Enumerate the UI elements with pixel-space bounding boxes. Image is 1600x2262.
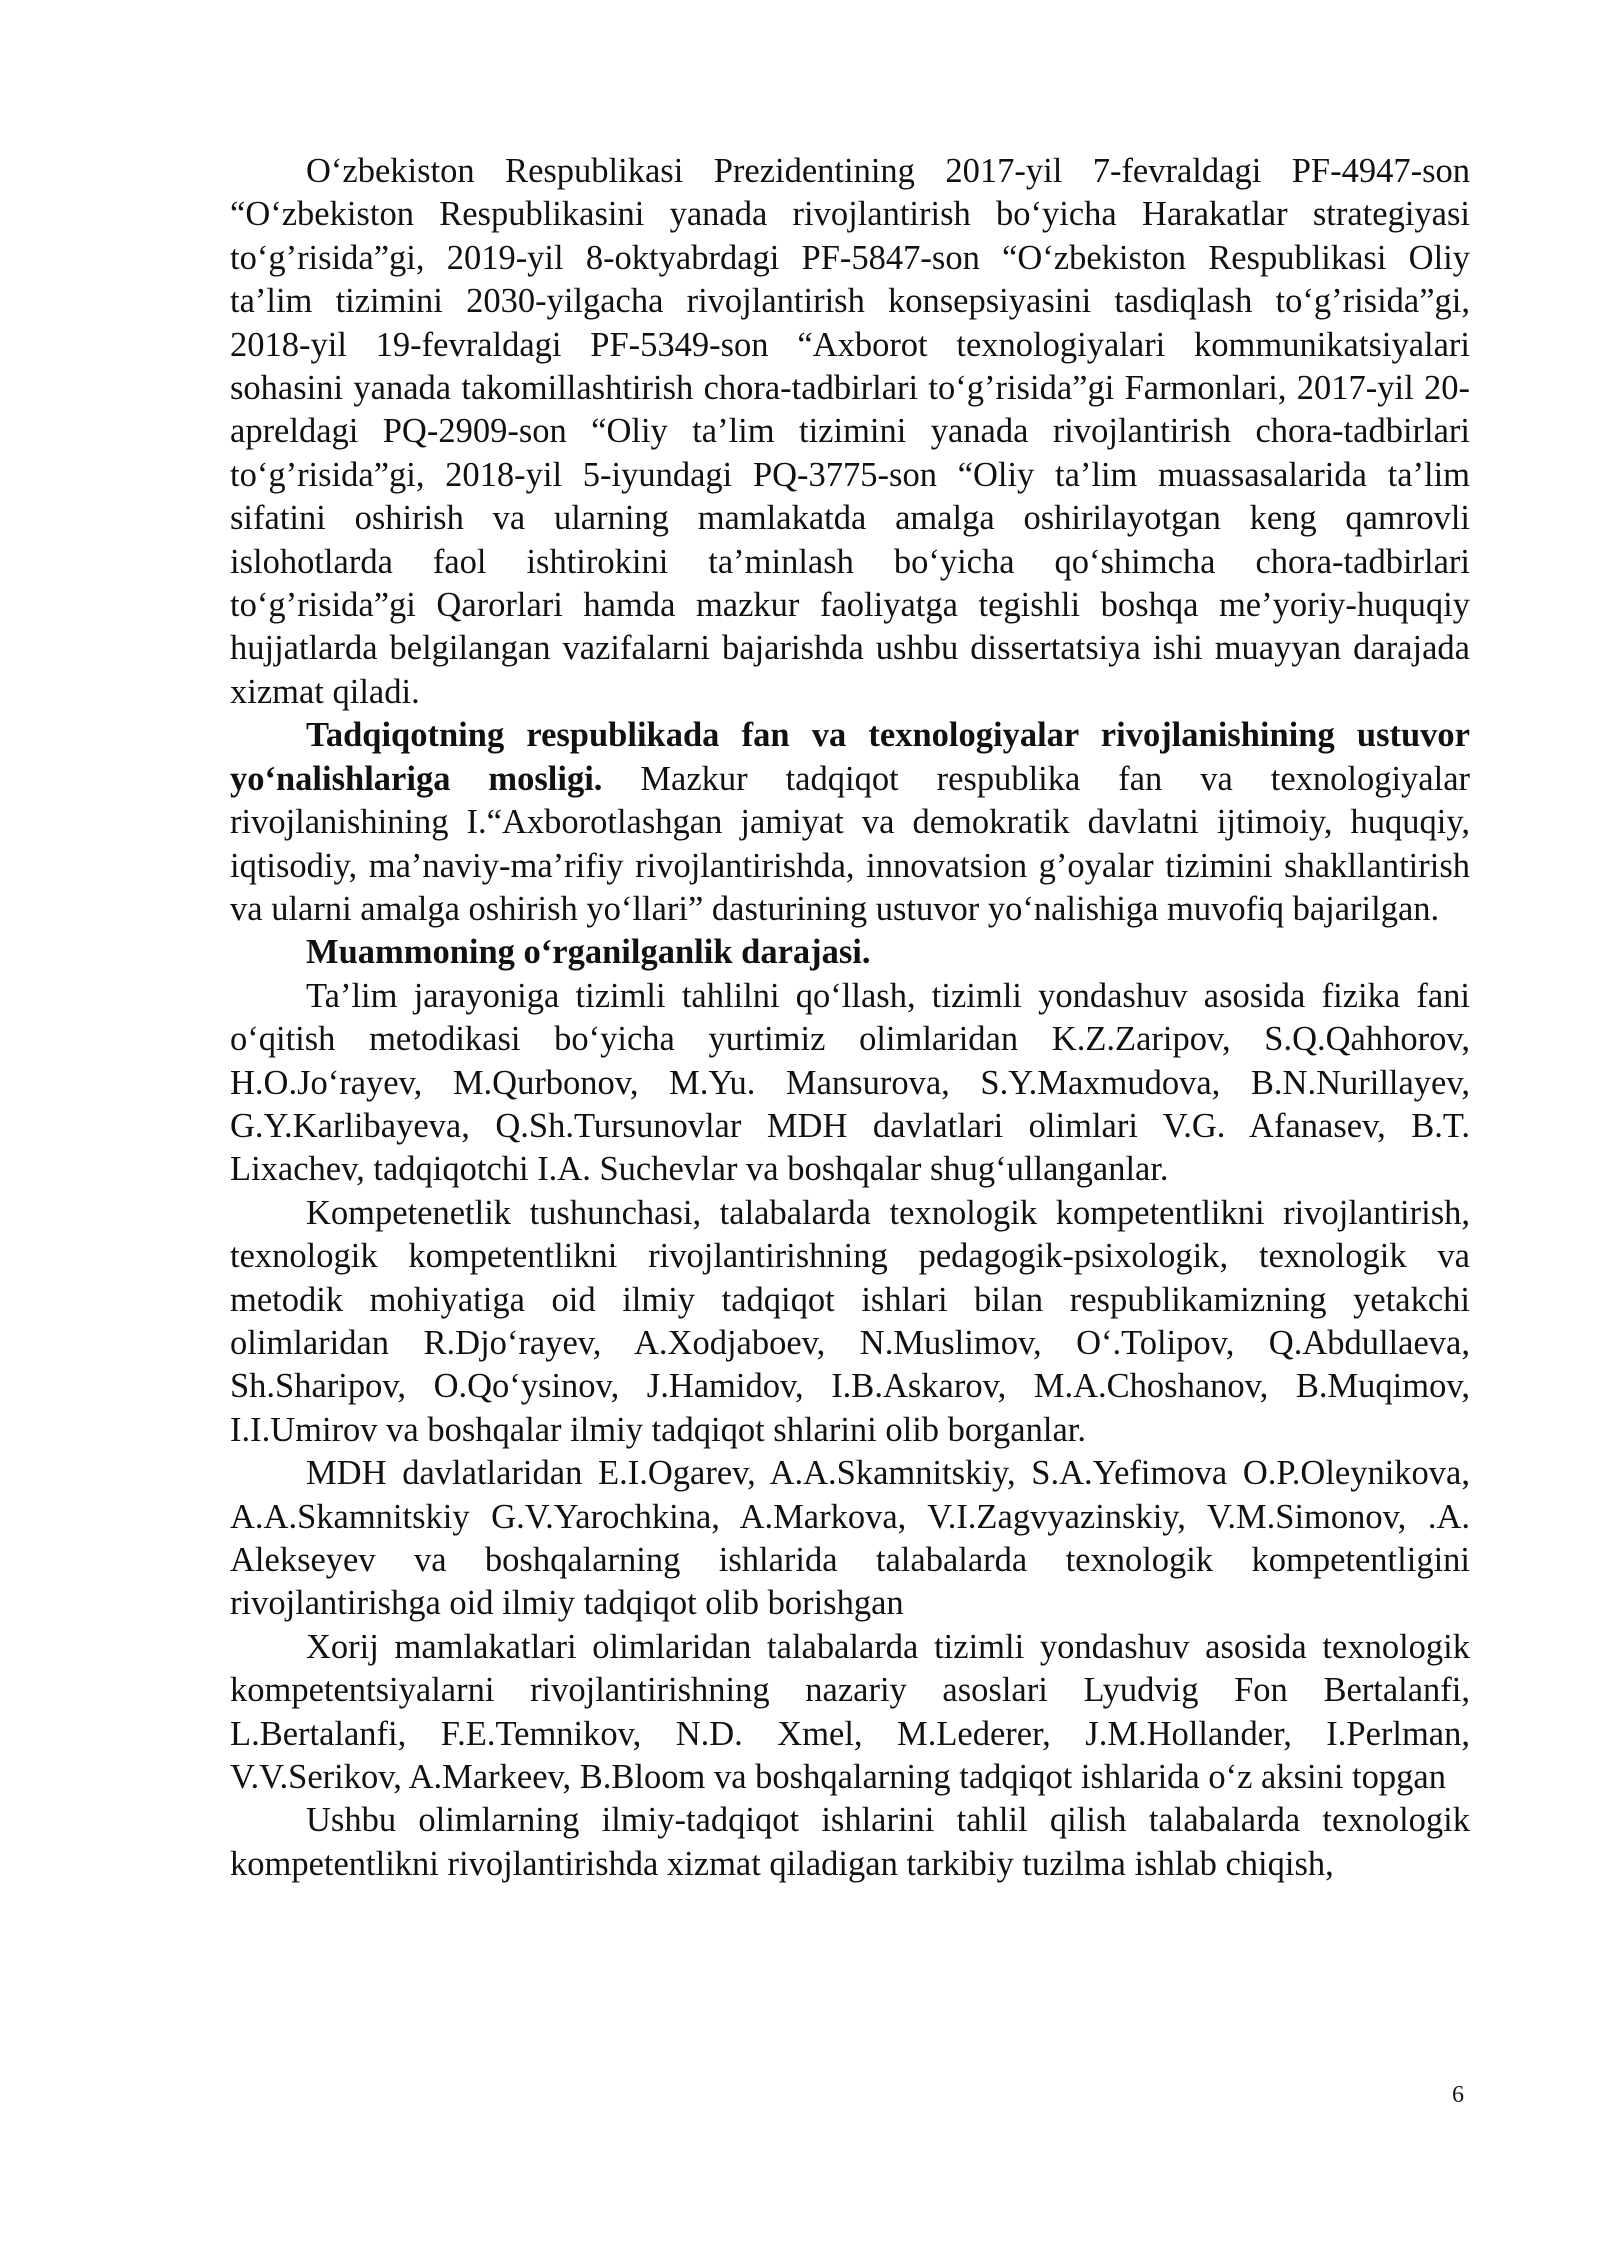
paragraph-text: Ta’lim jarayoniga tizimli tahlilni qo‘llash, tizimli yondashuv asosida fizika fani o‘qitish metodikasi bo‘yicha yurtimiz olimlaridan K.Z.Zaripov, S.Q.Qahhorov, H.O.Jo‘rayev, M.Qurbonov, M.Yu. Mansurova, S.Y.Maxmudova, B.N.Nurillayev, G.Y.Karlibayeva, Q.Sh.Tursunovlar MDH davlatlari olimlari V.G. Afanasev, B.T. Lixachev, tadqiqotchi I.A. Suchevlar va boshqalar shug‘ullanganlar.: [230, 976, 1470, 1189]
paragraph-study-level-heading: [230, 931, 1470, 974]
paragraph-text: Mazkur tadqiqot respublika fan va texnologiyalar rivojlanishining I.“Axborotlashgan jamiyat va demokratik davlatni ijtimoiy, huquqiy, iqtisodiy, ma’naviy-ma’rifiy rivojlantirishda, innovatsion g’oyalar tizimini shakllantirish va ularni amalga oshirish yo‘llari” dasturining ustuvor yo‘nalishiga muvofiq bajarilgan.: [230, 759, 1471, 928]
paragraph-text: O‘zbekiston Respublikasi Prezidentining 2017-yil 7-fevraldagi PF-4947-son “O‘zbekiston Respublikasini yanada rivojlantirish bo‘yicha Harakatlar strategiyasi to‘g’risida”gi, 2019-yil 8-oktyabrdagi PF-5847-son “O‘zbekiston Respublikasi Oliy ta’lim tizimini 2030-yilgacha rivojlantirish konsepsiyasini tasdiqlash to‘g’risida”gi, 2018-yil 19-fevraldagi PF-5349-son “Axborot texnologiyalari kommunikatsiyalari sohasini yanada takomillashtirish chora-tadbirlari to‘g’risida”gi Farmonlari, 2017-yil 20-apreldagi PQ-2909-son “Oliy ta’lim tizimini yanada rivojlantirish chora-tadbirlari to‘g’risida”gi, 2018-yil 5-iyundagi PQ-3775-son “Oliy ta’lim muassasalarida ta’lim sifatini oshirish va ularning mamlakatda amalga oshirilayotgan keng qamrovli islohotlarda faol ishtirokini ta’minlash bo‘yicha qo‘shimcha chora-tadbirlari to‘g’risida”gi Qarorlari hamda mazkur faoliyatga tegishli boshqa me’yoriy-huquqiy hujjatlarda belgilangan vazifalarni bajarishda ushbu dissertatsiya ishi muayyan darajada xizmat qiladi.: [230, 152, 1470, 711]
document-body: [230, 150, 1470, 1886]
paragraph-legal-basis: [230, 150, 1470, 714]
section-heading: Tadqiqotning respublikada fan va texnologiyalar rivojlanishining ustuvor yo‘nalishlariga mosligi.: [230, 716, 1470, 798]
paragraph-analysis: [230, 1799, 1470, 1886]
paragraph-text: Kompetenetlik tushunchasi, talabalarda texnologik kompetentlikni rivojlantirish, texnologik kompetentlikni rivojlantirishning pedagogik-psixologik, texnologik va metodik mohiyatiga oid ilmiy tadqiqot ishlari bilan respublikamizning yetakchi olimlaridan R.Djo‘rayev, A.Xodjaboev, N.Muslimov, O‘.Tolipov, Q.Abdullaeva, Sh.Sharipov, O.Qo‘ysinov, J.Hamidov, I.B.Askarov, M.A.Choshanov, B.Muqimov, I.I.Umirov va boshqalar ilmiy tadqiqot shlarini olib borganlar.: [230, 1193, 1470, 1449]
paragraph-competence-research: [230, 1192, 1470, 1452]
paragraph-text: Xorij mamlakatlari olimlaridan talabalarda tizimli yondashuv asosida texnologik kompetentsiyalarni rivojlantirishning nazariy asoslari Lyudvig Fon Bertalanfi, L.Bertalanfi, F.E.Temnikov, N.D. Xmel, M.Lederer, J.M.Hollander, I.Perlman, V.V.Serikov, A.Markeev, B.Bloom va boshqalarning tadqiqot ishlarida o‘z aksini topgan: [230, 1627, 1470, 1797]
section-heading: Muammoning o‘rganilganlik darajasi.: [306, 933, 871, 972]
paragraph-cis-scholars: [230, 1452, 1470, 1626]
paragraph-local-scholars: [230, 975, 1470, 1192]
paragraph-foreign-scholars: [230, 1626, 1470, 1800]
paragraph-priority-alignment: [230, 714, 1470, 931]
paragraph-text: Ushbu olimlarning ilmiy-tadqiqot ishlarini tahlil qilish talabalarda texnologik kompetentlikni rivojlantirishda xizmat qiladigan tarkibiy tuzilma ishlab chiqish,: [230, 1801, 1470, 1883]
page-number: 6: [1452, 2082, 1464, 2108]
paragraph-text: MDH davlatlaridan E.I.Ogarev, A.A.Skamnitskiy, S.A.Yefimova O.P.Oleynikova, A.A.Skamnitskiy G.V.Yarochkina, A.Markova, V.I.Zagvyazinskiy, V.M.Simonov, .A. Alekseyev va boshqalarning ishlarida talabalarda texnologik kompetentligini rivojlantirishga oid ilmiy tadqiqot olib borishgan: [230, 1454, 1470, 1623]
